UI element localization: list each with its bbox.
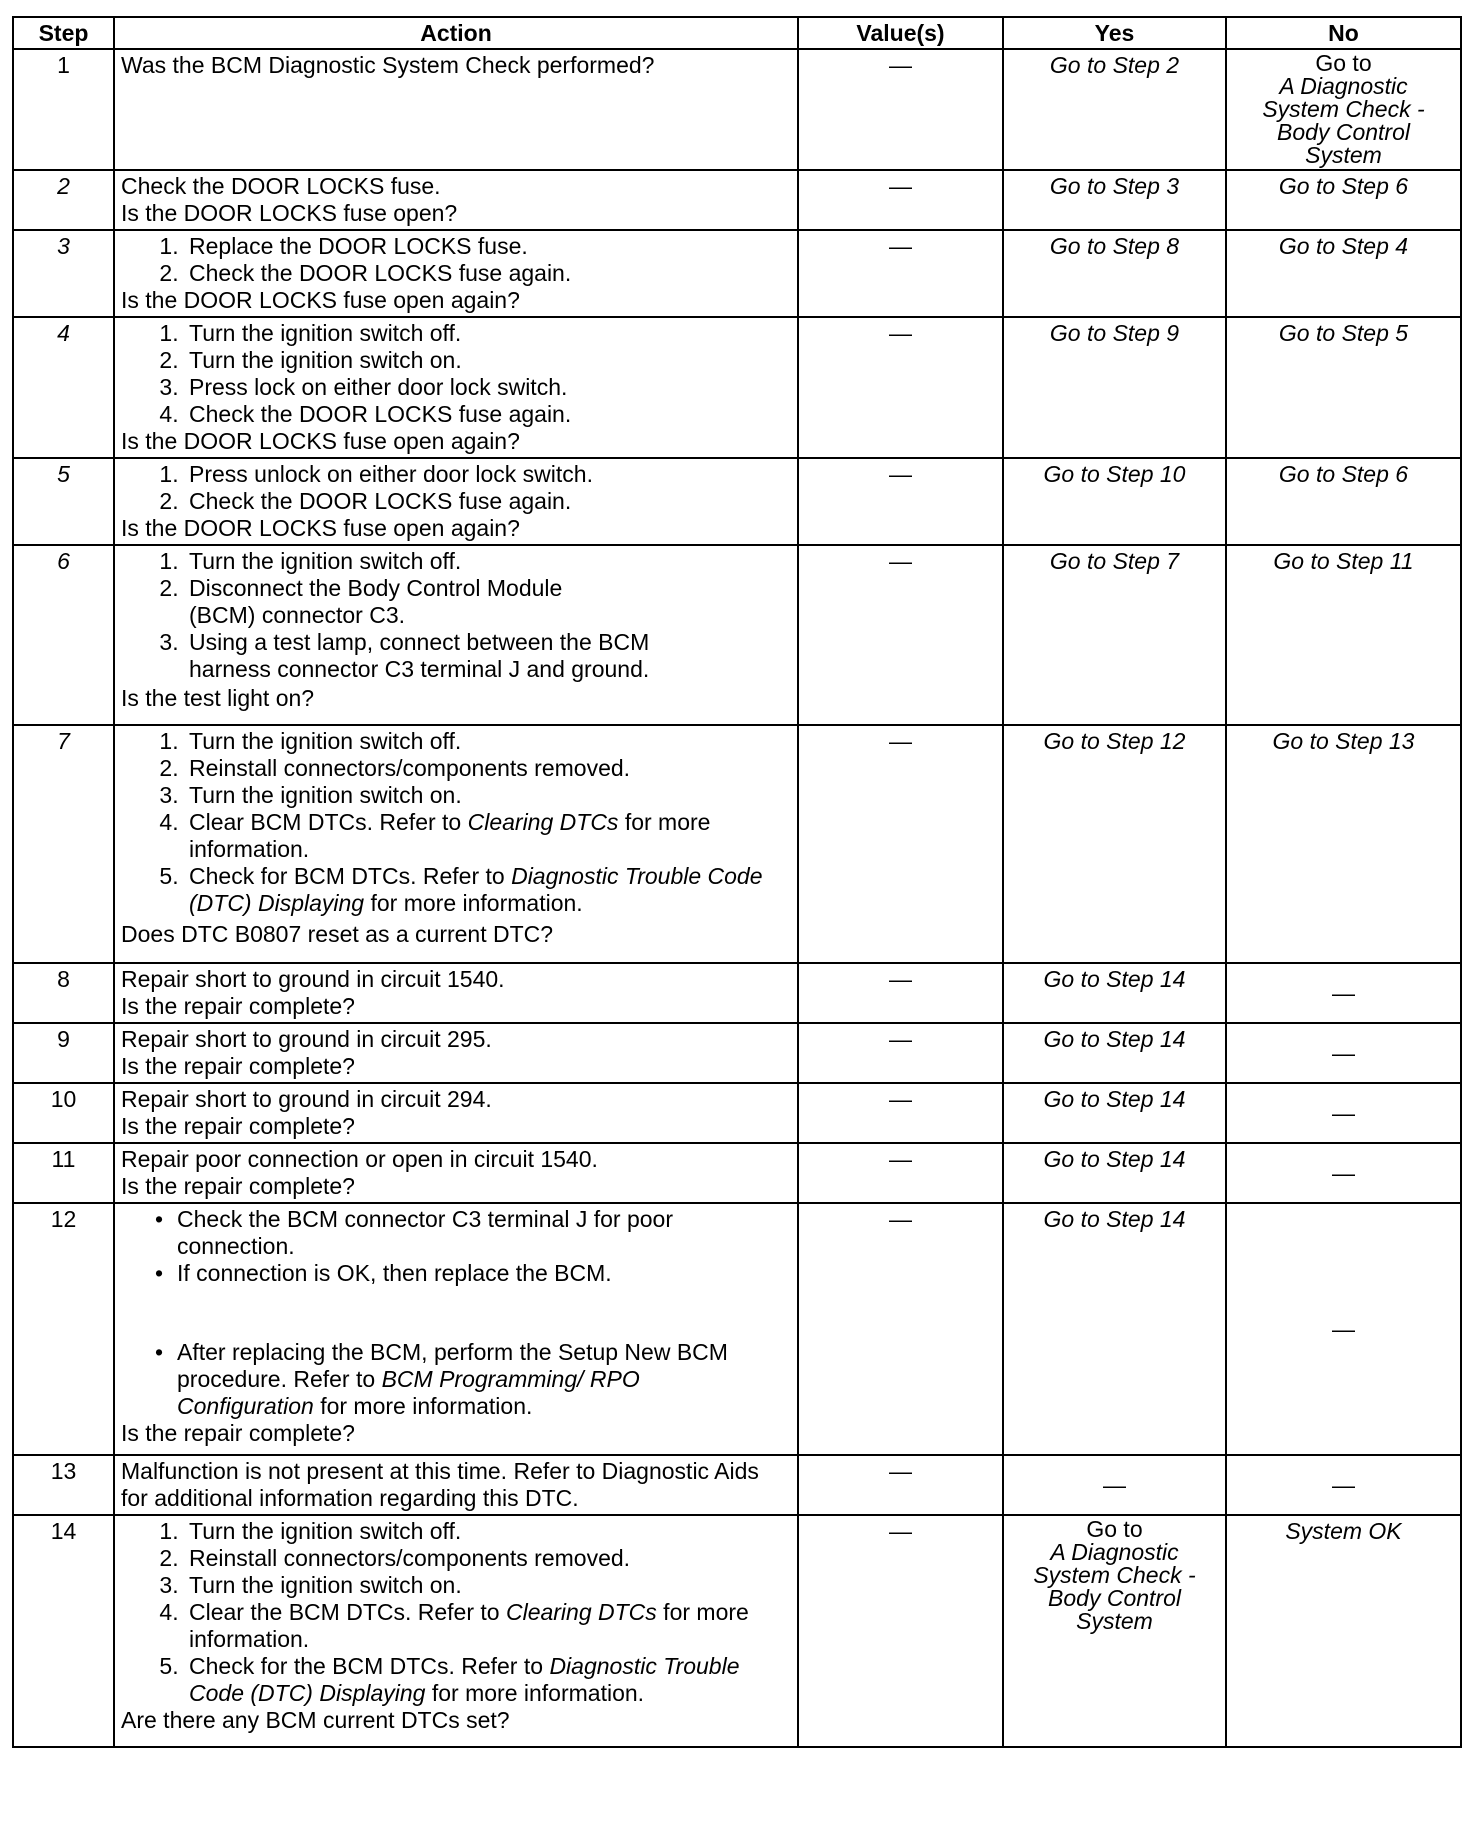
no-cell: — bbox=[1226, 1083, 1461, 1143]
header-no: No bbox=[1226, 17, 1461, 49]
step-number: 2 bbox=[13, 170, 114, 230]
value-cell: — bbox=[798, 458, 1003, 545]
action-line: Check the DOOR LOCKS fuse. bbox=[121, 173, 441, 199]
value-cell: — bbox=[798, 230, 1003, 317]
yes-cell: Go to Step 14 bbox=[1003, 1023, 1226, 1083]
action-cell bbox=[114, 545, 798, 725]
table-row bbox=[13, 317, 1461, 458]
goto-ref-line: Body Control bbox=[1277, 119, 1410, 145]
action-item: 1. Press unlock on either door lock switch. bbox=[185, 461, 791, 488]
step-number: 6 bbox=[13, 545, 114, 725]
action-cell bbox=[114, 1023, 798, 1083]
value-cell: — bbox=[798, 725, 1003, 963]
action-item-text: for more information. bbox=[425, 1680, 645, 1706]
goto-ref-line: A Diagnostic bbox=[1279, 73, 1408, 99]
action-list bbox=[121, 461, 791, 515]
action-bullet bbox=[167, 1339, 741, 1420]
action-item: 4. Check the DOOR LOCKS fuse again. bbox=[185, 401, 791, 428]
action-item: 1. Turn the ignition switch off. bbox=[185, 1518, 791, 1545]
action-list bbox=[121, 233, 791, 287]
action-question: Are there any BCM current DTCs set? bbox=[121, 1707, 510, 1733]
goto-ref-line: System bbox=[1305, 142, 1382, 168]
no-cell: — bbox=[1226, 1203, 1461, 1455]
no-cell: System OK bbox=[1226, 1515, 1461, 1747]
no-cell: Go to Step 6 bbox=[1226, 458, 1461, 545]
action-cell bbox=[114, 963, 798, 1023]
action-cell bbox=[114, 1083, 798, 1143]
value-cell: — bbox=[798, 963, 1003, 1023]
yes-cell: Go to Step 14 bbox=[1003, 963, 1226, 1023]
yes-cell: Go to Step 7 bbox=[1003, 545, 1226, 725]
action-item: 2. Disconnect the Body Control Module (BCM) connector C3. bbox=[185, 575, 681, 629]
step-number: 4 bbox=[13, 317, 114, 458]
value-cell: — bbox=[798, 1515, 1003, 1747]
table-row bbox=[13, 1083, 1461, 1143]
table-row bbox=[13, 1455, 1461, 1515]
value-cell: — bbox=[798, 1455, 1003, 1515]
value-cell: — bbox=[798, 1083, 1003, 1143]
no-cell: Go to Step 13 bbox=[1226, 725, 1461, 963]
step-number: 9 bbox=[13, 1023, 114, 1083]
no-cell bbox=[1226, 49, 1461, 170]
action-list bbox=[121, 548, 791, 683]
table-row bbox=[13, 458, 1461, 545]
table-row bbox=[13, 963, 1461, 1023]
step-number: 3 bbox=[13, 230, 114, 317]
action-item-text: Check for BCM DTCs. Refer to bbox=[189, 863, 512, 889]
yes-cell: Go to Step 14 bbox=[1003, 1203, 1226, 1455]
doc-reference: Diagnostic Trouble Code (DTC) Displaying bbox=[189, 1653, 740, 1706]
action-item: 1. Turn the ignition switch off. bbox=[185, 728, 791, 755]
no-cell: — bbox=[1226, 1143, 1461, 1203]
action-cell bbox=[114, 49, 798, 170]
diagnostic-table bbox=[12, 16, 1462, 1748]
doc-reference: Diagnostic Trouble Code (DTC) Displaying bbox=[189, 863, 763, 916]
action-question: Does DTC B0807 reset as a current DTC? bbox=[121, 921, 554, 947]
value-cell: — bbox=[798, 49, 1003, 170]
yes-cell: Go to Step 10 bbox=[1003, 458, 1226, 545]
action-item bbox=[185, 1653, 791, 1707]
value-cell: — bbox=[798, 170, 1003, 230]
action-bullets bbox=[121, 1206, 791, 1420]
action-item-text: for more information. bbox=[313, 1393, 533, 1419]
action-question: Is the repair complete? bbox=[121, 993, 355, 1019]
header-yes: Yes bbox=[1003, 17, 1226, 49]
header-step: Step bbox=[13, 17, 114, 49]
action-item: 2. Turn the ignition switch on. bbox=[185, 347, 791, 374]
table-row bbox=[13, 170, 1461, 230]
action-line: Repair short to ground in circuit 1540. bbox=[121, 966, 505, 992]
action-cell bbox=[114, 317, 798, 458]
action-item: 1. Turn the ignition switch off. bbox=[185, 320, 791, 347]
action-item: 3. Press lock on either door lock switch. bbox=[185, 374, 791, 401]
action-cell bbox=[114, 230, 798, 317]
value-cell: — bbox=[798, 317, 1003, 458]
action-item: 1. Replace the DOOR LOCKS fuse. bbox=[185, 233, 791, 260]
table-row bbox=[13, 1023, 1461, 1083]
action-item-text: Check for the BCM DTCs. Refer to bbox=[189, 1653, 550, 1679]
no-cell: — bbox=[1226, 963, 1461, 1023]
header-action: Action bbox=[114, 17, 798, 49]
action-question: Is the test light on? bbox=[121, 685, 315, 711]
action-question: Is the repair complete? bbox=[121, 1053, 355, 1079]
action-cell bbox=[114, 1455, 798, 1515]
goto-ref-line: Body Control bbox=[1048, 1585, 1181, 1611]
action-cell bbox=[114, 458, 798, 545]
yes-cell: Go to Step 9 bbox=[1003, 317, 1226, 458]
doc-reference: Clearing DTCs bbox=[505, 1599, 657, 1625]
action-question: Is the repair complete? bbox=[121, 1173, 355, 1199]
action-item-text: for more information. bbox=[364, 890, 583, 916]
yes-cell: Go to Step 14 bbox=[1003, 1143, 1226, 1203]
action-item-text: Clear the BCM DTCs. Refer to bbox=[189, 1599, 506, 1625]
step-number: 1 bbox=[13, 49, 114, 170]
action-item: 2. Check the DOOR LOCKS fuse again. bbox=[185, 488, 791, 515]
action-item bbox=[185, 863, 791, 917]
goto-ref-line: System Check - bbox=[1262, 96, 1425, 122]
header-values: Value(s) bbox=[798, 17, 1003, 49]
table-row bbox=[13, 725, 1461, 963]
value-cell: — bbox=[798, 545, 1003, 725]
table-row bbox=[13, 1143, 1461, 1203]
step-number: 12 bbox=[13, 1203, 114, 1455]
action-item: 2. Check the DOOR LOCKS fuse again. bbox=[185, 260, 791, 287]
step-number: 7 bbox=[13, 725, 114, 963]
action-item-text: for more information. bbox=[189, 809, 711, 862]
table-row bbox=[13, 49, 1461, 170]
step-number: 13 bbox=[13, 1455, 114, 1515]
yes-cell: — bbox=[1003, 1455, 1226, 1515]
table-row bbox=[13, 545, 1461, 725]
action-list bbox=[121, 320, 791, 428]
goto-label: Go to bbox=[1315, 50, 1372, 76]
action-cell bbox=[114, 1203, 798, 1455]
action-item-text: Clear BCM DTCs. Refer to bbox=[189, 809, 468, 835]
yes-cell: Go to Step 8 bbox=[1003, 230, 1226, 317]
step-number: 5 bbox=[13, 458, 114, 545]
header-row bbox=[13, 17, 1461, 49]
goto-label: Go to bbox=[1086, 1516, 1143, 1542]
action-line: Repair poor connection or open in circuit 1540. bbox=[121, 1146, 598, 1172]
action-question: Is the DOOR LOCKS fuse open again? bbox=[121, 428, 520, 454]
action-question: Is the DOOR LOCKS fuse open again? bbox=[121, 515, 520, 541]
action-item: 3. Turn the ignition switch on. bbox=[185, 782, 791, 809]
value-cell: — bbox=[798, 1023, 1003, 1083]
action-cell bbox=[114, 1143, 798, 1203]
step-number: 11 bbox=[13, 1143, 114, 1203]
yes-cell: Go to Step 2 bbox=[1003, 49, 1226, 170]
action-item: 3. Turn the ignition switch on. bbox=[185, 1572, 791, 1599]
action-text: Was the BCM Diagnostic System Check performed? bbox=[121, 52, 655, 78]
doc-reference: BCM Programming/ RPO Configuration bbox=[177, 1366, 640, 1419]
action-line: Repair short to ground in circuit 294. bbox=[121, 1086, 492, 1112]
action-cell bbox=[114, 725, 798, 963]
action-item: 2. Reinstall connectors/components removed. bbox=[185, 1545, 791, 1572]
action-item: 1. Turn the ignition switch off. bbox=[185, 548, 681, 575]
action-item bbox=[185, 1599, 791, 1653]
action-bullet: • Check the BCM connector C3 terminal J for poor connection. bbox=[167, 1206, 741, 1260]
table-row bbox=[13, 230, 1461, 317]
step-number: 10 bbox=[13, 1083, 114, 1143]
yes-cell: Go to Step 12 bbox=[1003, 725, 1226, 963]
step-number: 8 bbox=[13, 963, 114, 1023]
action-item: 2. Reinstall connectors/components removed. bbox=[185, 755, 791, 782]
no-cell: Go to Step 11 bbox=[1226, 545, 1461, 725]
no-cell: Go to Step 4 bbox=[1226, 230, 1461, 317]
yes-cell: Go to Step 3 bbox=[1003, 170, 1226, 230]
action-question: Is the DOOR LOCKS fuse open again? bbox=[121, 287, 520, 313]
action-question: Is the repair complete? bbox=[121, 1113, 355, 1139]
yes-cell bbox=[1003, 1515, 1226, 1747]
action-bullet: • If connection is OK, then replace the BCM. bbox=[167, 1260, 741, 1287]
action-item-text: for more information. bbox=[189, 1599, 749, 1652]
action-question: Is the DOOR LOCKS fuse open? bbox=[121, 200, 458, 226]
action-item: 3. Using a test lamp, connect between the BCM harness connector C3 terminal J and ground. bbox=[185, 629, 681, 683]
action-item bbox=[185, 809, 791, 863]
action-item-text: After replacing the BCM, perform the Setup New BCM procedure. Refer to bbox=[177, 1339, 728, 1392]
action-cell bbox=[114, 170, 798, 230]
action-list bbox=[121, 1518, 791, 1707]
step-number: 14 bbox=[13, 1515, 114, 1747]
table-row bbox=[13, 1515, 1461, 1747]
no-cell: Go to Step 5 bbox=[1226, 317, 1461, 458]
yes-cell: Go to Step 14 bbox=[1003, 1083, 1226, 1143]
no-cell: Go to Step 6 bbox=[1226, 170, 1461, 230]
value-cell: — bbox=[798, 1143, 1003, 1203]
no-cell: — bbox=[1226, 1023, 1461, 1083]
goto-ref-line: A Diagnostic bbox=[1050, 1539, 1179, 1565]
action-cell bbox=[114, 1515, 798, 1747]
goto-ref-line: System Check - bbox=[1033, 1562, 1196, 1588]
action-question: Is the repair complete? bbox=[121, 1420, 355, 1446]
action-line: Repair short to ground in circuit 295. bbox=[121, 1026, 492, 1052]
action-text: Malfunction is not present at this time. Refer to Diagnostic Aids for additional information regarding this DTC. bbox=[121, 1458, 759, 1511]
table-row bbox=[13, 1203, 1461, 1455]
no-cell: — bbox=[1226, 1455, 1461, 1515]
value-cell: — bbox=[798, 1203, 1003, 1455]
goto-ref-line: System bbox=[1076, 1608, 1153, 1634]
doc-reference: Clearing DTCs bbox=[467, 809, 619, 835]
action-list bbox=[121, 728, 791, 917]
